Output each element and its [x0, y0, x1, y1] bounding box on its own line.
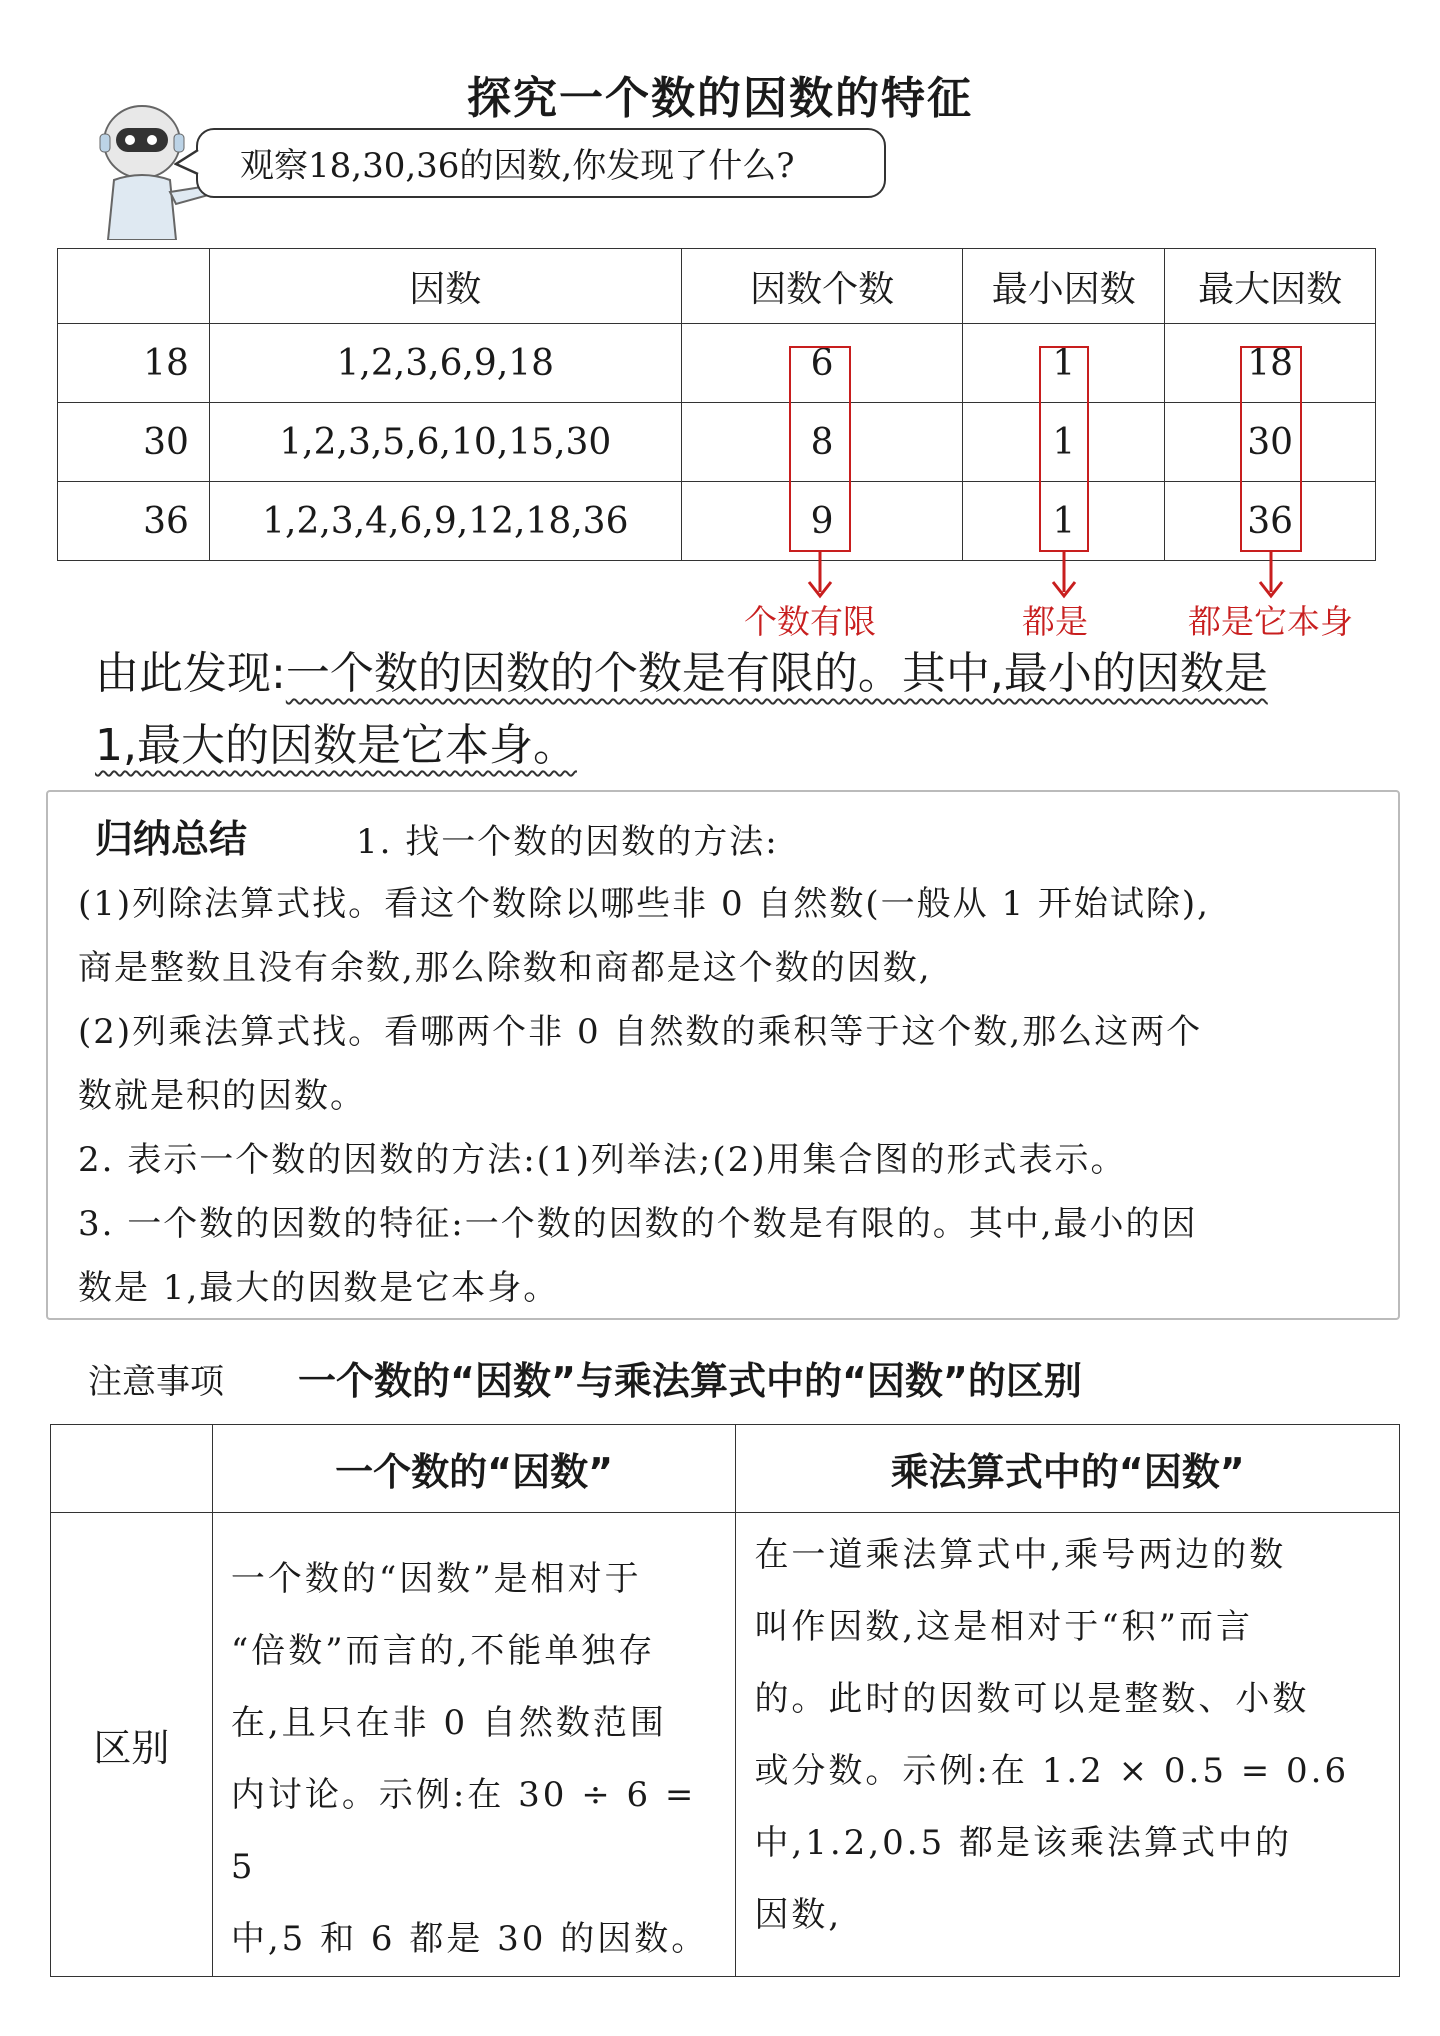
- arrow-down-icon: [1049, 552, 1079, 600]
- difference-table: [50, 1424, 1400, 1977]
- row-number: 30: [58, 403, 210, 482]
- table-row: [58, 403, 1376, 482]
- row-min: 1: [963, 324, 1165, 403]
- diff-line: 一个数的“因数”是相对于: [230, 1559, 642, 1599]
- arrow-down-icon: [805, 552, 835, 600]
- diff-line: 中,1.2,0.5 都是该乘法算式中的: [754, 1823, 1293, 1863]
- header-cell: [51, 1425, 213, 1513]
- row-max: 18: [1165, 324, 1376, 403]
- factor-table-header: [58, 249, 1376, 324]
- header-cell: 一个数的“因数”: [212, 1425, 736, 1513]
- row-max: 30: [1165, 403, 1376, 482]
- summary-line: (1)列除法算式找。看这个数除以哪些非 0 自然数(一般从 1 开始试除),: [78, 884, 1210, 924]
- annotation-max: 都是它本身: [1188, 602, 1353, 641]
- diff-cell-number-factor: [212, 1513, 736, 1977]
- header-cell: 最大因数: [1165, 249, 1376, 324]
- diff-line: 在一道乘法算式中,乘号两边的数: [754, 1535, 1287, 1575]
- arrow-down-icon: [1256, 552, 1286, 600]
- diff-line: 因数,: [754, 1895, 843, 1935]
- summary-line: 商是整数且没有余数,那么除数和商都是这个数的因数,: [78, 948, 932, 988]
- summary-title: 归纳总结: [95, 817, 248, 861]
- count-highlight-box: [789, 346, 851, 552]
- header-cell: 乘法算式中的“因数”: [736, 1425, 1400, 1513]
- row-count: 9: [681, 482, 963, 561]
- max-highlight-box: [1240, 346, 1302, 552]
- header-cell: [58, 249, 210, 324]
- row-min: 1: [963, 482, 1165, 561]
- summary-line: 3. 一个数的因数的特征:一个数的因数的个数是有限的。其中,最小的因: [78, 1204, 1198, 1244]
- min-highlight-box: [1039, 346, 1089, 552]
- finding-text: [95, 638, 1405, 782]
- diff-line: 叫作因数,这是相对于“积”而言: [754, 1607, 1254, 1647]
- annotation-count: 个数有限: [744, 602, 876, 641]
- row-factors: 1,2,3,4,6,9,12,18,36: [209, 482, 681, 561]
- difference-table-header: [51, 1425, 1400, 1513]
- summary-line: 数是 1,最大的因数是它本身。: [78, 1268, 560, 1308]
- note-label: 注意事项: [88, 1362, 224, 1402]
- table-row: [58, 324, 1376, 403]
- diff-line: “倍数”而言的,不能单独存: [230, 1631, 656, 1671]
- diff-line: 或分数。示例:在 1.2 × 0.5 = 0.6: [754, 1751, 1350, 1791]
- row-number: 18: [58, 324, 210, 403]
- row-count: 6: [681, 324, 963, 403]
- finding-line1: 一个数的因数的个数是有限的。其中,最小的因数是: [285, 648, 1268, 699]
- summary-line: 1. 找一个数的因数的方法:: [356, 822, 779, 862]
- note-title: 一个数的“因数”与乘法算式中的“因数”的区别: [298, 1359, 1082, 1403]
- row-factors: 1,2,3,5,6,10,15,30: [209, 403, 681, 482]
- row-count: 8: [681, 403, 963, 482]
- table-row: [51, 1513, 1400, 1977]
- diff-line: 在,且只在非 0 自然数范围: [230, 1703, 667, 1743]
- row-max: 36: [1165, 482, 1376, 561]
- robot-question: 观察18,30,36的因数,你发现了什么?: [240, 146, 795, 186]
- diff-cell-multiplication-factor: [736, 1513, 1400, 1977]
- page-title: 探究一个数的因数的特征: [467, 73, 973, 124]
- diff-line: 中,5 和 6 都是 30 的因数。: [230, 1919, 709, 1959]
- diff-line: 内讨论。示例:在 30 ÷ 6 = 5: [230, 1775, 697, 1887]
- factor-table: [57, 248, 1376, 561]
- header-cell: 最小因数: [963, 249, 1165, 324]
- bubble-tail-icon: [174, 148, 200, 178]
- annotation-min: 都是: [1022, 602, 1088, 641]
- header-cell: 因数: [209, 249, 681, 324]
- summary-line: 数就是积的因数。: [78, 1076, 366, 1116]
- table-row: [58, 482, 1376, 561]
- row-number: 36: [58, 482, 210, 561]
- finding-prefix: 由此发现:: [95, 648, 286, 699]
- summary-line: 2. 表示一个数的因数的方法:(1)列举法;(2)用集合图的形式表示。: [78, 1140, 1127, 1180]
- row-factors: 1,2,3,6,9,18: [209, 324, 681, 403]
- summary-line: (2)列乘法算式找。看哪两个非 0 自然数的乘积等于这个数,那么这两个: [78, 1012, 1203, 1052]
- row-label: 区别: [51, 1513, 213, 1977]
- row-min: 1: [963, 403, 1165, 482]
- finding-line2: 1,最大的因数是它本身。: [95, 720, 577, 771]
- header-cell: 因数个数: [681, 249, 963, 324]
- diff-line: 的。此时的因数可以是整数、小数: [754, 1679, 1310, 1719]
